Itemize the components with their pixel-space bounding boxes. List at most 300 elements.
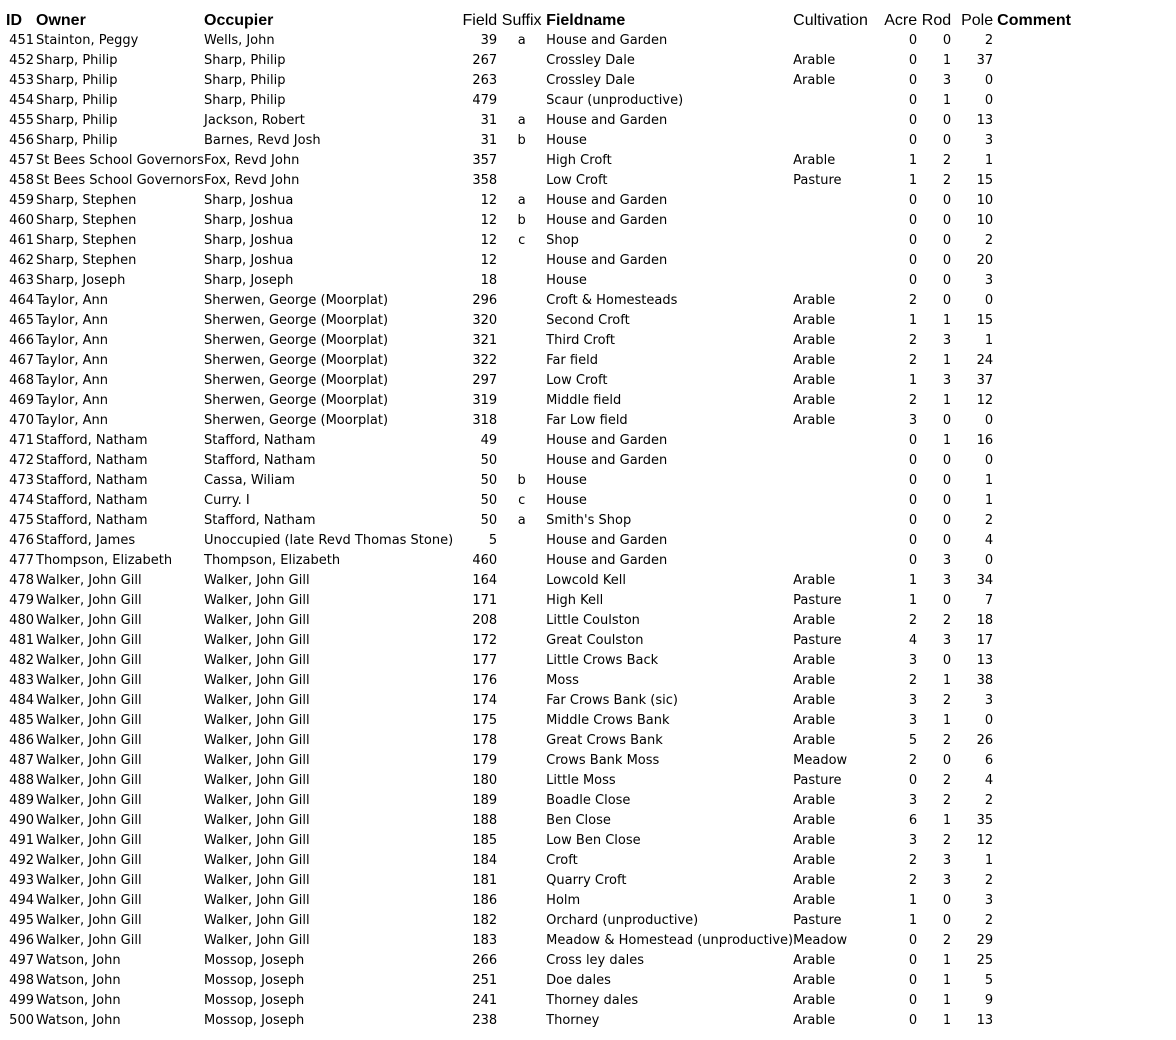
cell-owner[interactable]: Walker, John Gill (36, 592, 142, 608)
cell-owner[interactable]: Walker, John Gill (36, 792, 142, 808)
cell-pole[interactable]: 29 (976, 932, 994, 948)
cell-id[interactable]: 489 (9, 792, 34, 808)
cell-suffix[interactable] (497, 330, 546, 350)
cell-pole[interactable]: 0 (984, 72, 994, 88)
cell-pole[interactable]: 5 (984, 972, 994, 988)
cell-cultivation[interactable]: Arable (793, 712, 836, 728)
cell-pole[interactable]: 1 (984, 152, 994, 168)
cell-occupier[interactable]: Walker, John Gill (204, 792, 310, 808)
cell-pole[interactable]: 34 (976, 572, 994, 588)
cell-pole[interactable]: 12 (976, 832, 994, 848)
cell-acre[interactable]: 2 (908, 752, 918, 768)
cell-fieldname[interactable]: House and Garden (546, 252, 668, 268)
cell-occupier[interactable]: Sherwen, George (Moorplat) (204, 412, 389, 428)
cell-cultivation[interactable]: Arable (793, 72, 836, 88)
cell-suffix[interactable] (497, 990, 546, 1010)
cell-acre[interactable]: 0 (908, 112, 918, 128)
cell-cultivation[interactable]: Arable (793, 732, 836, 748)
cell-suffix[interactable] (497, 390, 546, 410)
cell-comment[interactable] (993, 870, 1083, 890)
cell-rod[interactable]: 0 (942, 112, 952, 128)
cell-owner[interactable]: Taylor, Ann (36, 392, 108, 408)
cell-suffix[interactable] (497, 310, 546, 330)
cell-field[interactable]: 18 (480, 272, 498, 288)
cell-occupier[interactable]: Walker, John Gill (204, 732, 310, 748)
cell-comment[interactable] (993, 670, 1083, 690)
cell-pole[interactable]: 7 (984, 592, 994, 608)
cell-id[interactable]: 470 (9, 412, 34, 428)
cell-acre[interactable]: 0 (908, 432, 918, 448)
cell-comment[interactable] (993, 730, 1083, 750)
cell-suffix[interactable]: b (517, 212, 526, 228)
cell-comment[interactable] (993, 110, 1083, 130)
cell-id[interactable]: 455 (9, 112, 34, 128)
cell-field[interactable]: 322 (472, 352, 498, 368)
cell-occupier[interactable]: Mossop, Joseph (204, 992, 305, 1008)
cell-rod[interactable]: 1 (942, 672, 952, 688)
cell-rod[interactable]: 0 (942, 592, 952, 608)
cell-field[interactable]: 50 (480, 492, 498, 508)
cell-cultivation[interactable]: Arable (793, 992, 836, 1008)
header-comment[interactable]: Comment (997, 12, 1071, 29)
cell-fieldname[interactable]: Crossley Dale (546, 52, 635, 68)
cell-field[interactable]: 182 (472, 912, 498, 928)
cell-comment[interactable] (993, 410, 1083, 430)
cell-owner[interactable]: Walker, John Gill (36, 632, 142, 648)
cell-occupier[interactable]: Sherwen, George (Moorplat) (204, 372, 389, 388)
cell-pole[interactable]: 4 (984, 532, 994, 548)
cell-cultivation[interactable] (793, 490, 875, 510)
cell-fieldname[interactable]: House and Garden (546, 112, 668, 128)
cell-occupier[interactable]: Sharp, Joshua (204, 212, 294, 228)
cell-suffix[interactable] (497, 570, 546, 590)
cell-acre[interactable]: 0 (908, 972, 918, 988)
cell-comment[interactable] (993, 710, 1083, 730)
cell-rod[interactable]: 1 (942, 972, 952, 988)
cell-owner[interactable]: Walker, John Gill (36, 892, 142, 908)
cell-rod[interactable]: 2 (942, 772, 952, 788)
cell-comment[interactable] (993, 550, 1083, 570)
cell-fieldname[interactable]: House and Garden (546, 32, 668, 48)
cell-owner[interactable]: Sharp, Philip (36, 72, 118, 88)
cell-rod[interactable]: 2 (942, 932, 952, 948)
cell-field[interactable]: 238 (472, 1012, 498, 1028)
cell-cultivation[interactable]: Arable (793, 792, 836, 808)
cell-acre[interactable]: 2 (908, 392, 918, 408)
cell-id[interactable]: 495 (9, 912, 34, 928)
cell-owner[interactable]: Stafford, James (36, 532, 136, 548)
cell-rod[interactable]: 0 (942, 532, 952, 548)
cell-cultivation[interactable] (793, 90, 875, 110)
cell-cultivation[interactable]: Arable (793, 672, 836, 688)
cell-field[interactable]: 296 (472, 292, 498, 308)
cell-fieldname[interactable]: Croft (546, 852, 578, 868)
cell-fieldname[interactable]: Middle field (546, 392, 622, 408)
cell-pole[interactable]: 38 (976, 672, 994, 688)
cell-comment[interactable] (993, 30, 1083, 50)
cell-rod[interactable]: 0 (942, 412, 952, 428)
cell-fieldname[interactable]: Thorney dales (546, 992, 639, 1008)
cell-rod[interactable]: 2 (942, 832, 952, 848)
cell-owner[interactable]: Walker, John Gill (36, 672, 142, 688)
cell-id[interactable]: 497 (9, 952, 34, 968)
cell-pole[interactable]: 35 (976, 812, 994, 828)
cell-fieldname[interactable]: Shop (546, 232, 579, 248)
cell-owner[interactable]: Taylor, Ann (36, 352, 108, 368)
cell-pole[interactable]: 13 (976, 1012, 994, 1028)
cell-pole[interactable]: 2 (984, 232, 994, 248)
cell-acre[interactable]: 1 (908, 372, 918, 388)
cell-field[interactable]: 171 (472, 592, 498, 608)
cell-pole[interactable]: 16 (976, 432, 994, 448)
cell-rod[interactable]: 0 (942, 452, 952, 468)
cell-rod[interactable]: 3 (942, 852, 952, 868)
cell-acre[interactable]: 2 (908, 852, 918, 868)
cell-fieldname[interactable]: Great Coulston (546, 632, 644, 648)
cell-comment[interactable] (993, 530, 1083, 550)
cell-cultivation[interactable] (793, 450, 875, 470)
cell-fieldname[interactable]: Little Crows Back (546, 652, 659, 668)
cell-acre[interactable]: 2 (908, 672, 918, 688)
cell-field[interactable]: 12 (480, 192, 498, 208)
cell-acre[interactable]: 2 (908, 612, 918, 628)
cell-field[interactable]: 12 (480, 212, 498, 228)
cell-fieldname[interactable]: Doe dales (546, 972, 611, 988)
cell-suffix[interactable] (497, 770, 546, 790)
cell-fieldname[interactable]: House and Garden (546, 452, 668, 468)
cell-field[interactable]: 31 (480, 132, 498, 148)
cell-pole[interactable]: 6 (984, 752, 994, 768)
cell-cultivation[interactable]: Arable (793, 412, 836, 428)
cell-comment[interactable] (993, 510, 1083, 530)
cell-pole[interactable]: 13 (976, 652, 994, 668)
cell-id[interactable]: 452 (9, 52, 34, 68)
cell-suffix[interactable]: a (517, 32, 526, 48)
cell-fieldname[interactable]: Boadle Close (546, 792, 631, 808)
cell-occupier[interactable]: Walker, John Gill (204, 652, 310, 668)
cell-acre[interactable]: 3 (908, 712, 918, 728)
cell-rod[interactable]: 0 (942, 892, 952, 908)
cell-suffix[interactable] (497, 530, 546, 550)
cell-pole[interactable]: 0 (984, 452, 994, 468)
cell-occupier[interactable]: Walker, John Gill (204, 692, 310, 708)
header-rod[interactable]: Rod (921, 12, 952, 29)
cell-rod[interactable]: 0 (942, 212, 952, 228)
cell-field[interactable]: 241 (472, 992, 498, 1008)
cell-rod[interactable]: 0 (942, 912, 952, 928)
cell-field[interactable]: 181 (472, 872, 498, 888)
cell-rod[interactable]: 2 (942, 792, 952, 808)
cell-owner[interactable]: Walker, John Gill (36, 572, 142, 588)
cell-owner[interactable]: Walker, John Gill (36, 852, 142, 868)
cell-field[interactable]: 188 (472, 812, 498, 828)
cell-acre[interactable]: 0 (908, 932, 918, 948)
cell-id[interactable]: 473 (9, 472, 34, 488)
cell-suffix[interactable] (497, 350, 546, 370)
cell-rod[interactable]: 2 (942, 732, 952, 748)
cell-cultivation[interactable] (793, 510, 875, 530)
cell-comment[interactable] (993, 210, 1083, 230)
cell-pole[interactable]: 2 (984, 912, 994, 928)
cell-occupier[interactable]: Sharp, Joshua (204, 192, 294, 208)
cell-occupier[interactable]: Walker, John Gill (204, 672, 310, 688)
cell-id[interactable]: 487 (9, 752, 34, 768)
cell-fieldname[interactable]: House and Garden (546, 192, 668, 208)
cell-field[interactable]: 39 (480, 32, 498, 48)
cell-comment[interactable] (993, 150, 1083, 170)
cell-fieldname[interactable]: Holm (546, 892, 581, 908)
cell-rod[interactable]: 0 (942, 252, 952, 268)
cell-comment[interactable] (993, 390, 1083, 410)
cell-owner[interactable]: Stafford, Natham (36, 492, 148, 508)
cell-cultivation[interactable]: Arable (793, 292, 836, 308)
cell-rod[interactable]: 1 (942, 92, 952, 108)
cell-id[interactable]: 460 (9, 212, 34, 228)
cell-comment[interactable] (993, 130, 1083, 150)
cell-pole[interactable]: 1 (984, 332, 994, 348)
cell-field[interactable]: 172 (472, 632, 498, 648)
cell-fieldname[interactable]: Scaur (unproductive) (546, 92, 684, 108)
cell-rod[interactable]: 0 (942, 272, 952, 288)
cell-suffix[interactable] (497, 830, 546, 850)
cell-suffix[interactable] (497, 850, 546, 870)
cell-rod[interactable]: 0 (942, 132, 952, 148)
cell-id[interactable]: 479 (9, 592, 34, 608)
cell-pole[interactable]: 0 (984, 292, 994, 308)
cell-fieldname[interactable]: Moss (546, 672, 579, 688)
cell-acre[interactable]: 1 (908, 312, 918, 328)
cell-occupier[interactable]: Stafford, Natham (204, 512, 316, 528)
header-occupier[interactable]: Occupier (204, 12, 274, 29)
cell-field[interactable]: 184 (472, 852, 498, 868)
cell-owner[interactable]: Sharp, Philip (36, 52, 118, 68)
cell-cultivation[interactable]: Arable (793, 392, 836, 408)
cell-owner[interactable]: Sharp, Stephen (36, 252, 137, 268)
cell-occupier[interactable]: Sherwen, George (Moorplat) (204, 392, 389, 408)
cell-id[interactable]: 451 (9, 32, 34, 48)
cell-fieldname[interactable]: House (546, 132, 587, 148)
cell-owner[interactable]: Walker, John Gill (36, 812, 142, 828)
cell-pole[interactable]: 1 (984, 472, 994, 488)
cell-comment[interactable] (993, 790, 1083, 810)
cell-comment[interactable] (993, 650, 1083, 670)
cell-rod[interactable]: 2 (942, 692, 952, 708)
cell-cultivation[interactable]: Arable (793, 312, 836, 328)
cell-fieldname[interactable]: House (546, 492, 587, 508)
cell-id[interactable]: 482 (9, 652, 34, 668)
cell-field[interactable]: 31 (480, 112, 498, 128)
cell-suffix[interactable] (497, 810, 546, 830)
cell-rod[interactable]: 1 (942, 992, 952, 1008)
cell-suffix[interactable] (497, 970, 546, 990)
cell-fieldname[interactable]: House and Garden (546, 552, 668, 568)
cell-occupier[interactable]: Mossop, Joseph (204, 1012, 305, 1028)
cell-rod[interactable]: 0 (942, 192, 952, 208)
cell-pole[interactable]: 2 (984, 512, 994, 528)
cell-cultivation[interactable]: Arable (793, 332, 836, 348)
cell-id[interactable]: 463 (9, 272, 34, 288)
cell-cultivation[interactable]: Pasture (793, 592, 842, 608)
cell-occupier[interactable]: Unoccupied (late Revd Thomas Stone) (204, 532, 454, 548)
cell-acre[interactable]: 3 (908, 412, 918, 428)
cell-comment[interactable] (993, 330, 1083, 350)
cell-comment[interactable] (993, 850, 1083, 870)
cell-acre[interactable]: 1 (908, 172, 918, 188)
cell-owner[interactable]: Taylor, Ann (36, 292, 108, 308)
cell-fieldname[interactable]: House (546, 472, 587, 488)
cell-occupier[interactable]: Stafford, Natham (204, 432, 316, 448)
cell-occupier[interactable]: Sherwen, George (Moorplat) (204, 352, 389, 368)
cell-cultivation[interactable]: Pasture (793, 172, 842, 188)
cell-owner[interactable]: Sharp, Stephen (36, 232, 137, 248)
cell-occupier[interactable]: Cassa, Wiliam (204, 472, 295, 488)
cell-acre[interactable]: 0 (908, 492, 918, 508)
cell-acre[interactable]: 0 (908, 452, 918, 468)
cell-acre[interactable]: 0 (908, 192, 918, 208)
cell-field[interactable]: 180 (472, 772, 498, 788)
cell-suffix[interactable] (497, 870, 546, 890)
cell-suffix[interactable]: a (517, 512, 526, 528)
cell-occupier[interactable]: Walker, John Gill (204, 812, 310, 828)
cell-occupier[interactable]: Mossop, Joseph (204, 952, 305, 968)
cell-owner[interactable]: St Bees School Governors (36, 172, 204, 188)
cell-field[interactable]: 186 (472, 892, 498, 908)
cell-suffix[interactable]: b (517, 472, 526, 488)
cell-id[interactable]: 488 (9, 772, 34, 788)
cell-suffix[interactable] (497, 550, 546, 570)
cell-fieldname[interactable]: Lowcold Kell (546, 572, 626, 588)
cell-suffix[interactable] (497, 430, 546, 450)
cell-fieldname[interactable]: Low Ben Close (546, 832, 641, 848)
cell-occupier[interactable]: Walker, John Gill (204, 712, 310, 728)
cell-field[interactable]: 263 (472, 72, 498, 88)
cell-pole[interactable]: 37 (976, 372, 994, 388)
cell-id[interactable]: 467 (9, 352, 34, 368)
cell-cultivation[interactable]: Meadow (793, 932, 848, 948)
cell-id[interactable]: 496 (9, 932, 34, 948)
cell-acre[interactable]: 3 (908, 652, 918, 668)
cell-owner[interactable]: Walker, John Gill (36, 752, 142, 768)
cell-owner[interactable]: Watson, John (36, 972, 121, 988)
cell-pole[interactable]: 0 (984, 412, 994, 428)
cell-id[interactable]: 475 (9, 512, 34, 528)
cell-owner[interactable]: Sharp, Stephen (36, 192, 137, 208)
cell-suffix[interactable]: a (517, 112, 526, 128)
cell-suffix[interactable] (497, 270, 546, 290)
cell-field[interactable]: 12 (480, 252, 498, 268)
cell-cultivation[interactable]: Arable (793, 832, 836, 848)
cell-pole[interactable]: 10 (976, 192, 994, 208)
cell-owner[interactable]: Walker, John Gill (36, 692, 142, 708)
cell-rod[interactable]: 2 (942, 612, 952, 628)
cell-acre[interactable]: 2 (908, 352, 918, 368)
cell-owner[interactable]: Stafford, Natham (36, 512, 148, 528)
cell-occupier[interactable]: Stafford, Natham (204, 452, 316, 468)
cell-pole[interactable]: 9 (984, 992, 994, 1008)
cell-field[interactable]: 174 (472, 692, 498, 708)
cell-rod[interactable]: 1 (942, 812, 952, 828)
cell-suffix[interactable] (497, 50, 546, 70)
header-field[interactable]: Field (462, 12, 498, 29)
cell-occupier[interactable]: Fox, Revd John (204, 172, 300, 188)
cell-suffix[interactable] (497, 910, 546, 930)
cell-occupier[interactable]: Wells, John (204, 32, 275, 48)
cell-suffix[interactable] (497, 630, 546, 650)
cell-suffix[interactable] (497, 290, 546, 310)
cell-comment[interactable] (993, 910, 1083, 930)
cell-id[interactable]: 494 (9, 892, 34, 908)
cell-id[interactable]: 469 (9, 392, 34, 408)
cell-rod[interactable]: 3 (942, 552, 952, 568)
cell-occupier[interactable]: Walker, John Gill (204, 852, 310, 868)
cell-occupier[interactable]: Sharp, Philip (204, 72, 286, 88)
cell-id[interactable]: 462 (9, 252, 34, 268)
cell-id[interactable]: 491 (9, 832, 34, 848)
cell-occupier[interactable]: Jackson, Robert (204, 112, 305, 128)
cell-fieldname[interactable]: Little Coulston (546, 612, 640, 628)
cell-comment[interactable] (993, 350, 1083, 370)
cell-owner[interactable]: Stainton, Peggy (36, 32, 139, 48)
cell-comment[interactable] (993, 450, 1083, 470)
cell-fieldname[interactable]: Low Croft (546, 172, 608, 188)
cell-owner[interactable]: Walker, John Gill (36, 652, 142, 668)
cell-id[interactable]: 490 (9, 812, 34, 828)
cell-fieldname[interactable]: Ben Close (546, 812, 611, 828)
cell-id[interactable]: 471 (9, 432, 34, 448)
cell-acre[interactable]: 0 (908, 552, 918, 568)
cell-occupier[interactable]: Sherwen, George (Moorplat) (204, 312, 389, 328)
cell-comment[interactable] (993, 70, 1083, 90)
cell-pole[interactable]: 37 (976, 52, 994, 68)
cell-id[interactable]: 486 (9, 732, 34, 748)
cell-owner[interactable]: Taylor, Ann (36, 372, 108, 388)
cell-comment[interactable] (993, 770, 1083, 790)
cell-suffix[interactable]: c (518, 232, 526, 248)
cell-acre[interactable]: 3 (908, 792, 918, 808)
cell-comment[interactable] (993, 590, 1083, 610)
cell-suffix[interactable] (497, 70, 546, 90)
cell-id[interactable]: 468 (9, 372, 34, 388)
cell-pole[interactable]: 3 (984, 132, 994, 148)
cell-pole[interactable]: 3 (984, 692, 994, 708)
cell-acre[interactable]: 1 (908, 592, 918, 608)
cell-field[interactable]: 297 (472, 372, 498, 388)
cell-occupier[interactable]: Walker, John Gill (204, 892, 310, 908)
cell-occupier[interactable]: Walker, John Gill (204, 752, 310, 768)
cell-field[interactable]: 176 (472, 672, 498, 688)
cell-fieldname[interactable]: House (546, 272, 587, 288)
cell-owner[interactable]: Sharp, Philip (36, 92, 118, 108)
cell-id[interactable]: 464 (9, 292, 34, 308)
cell-suffix[interactable] (497, 590, 546, 610)
cell-field[interactable]: 49 (480, 432, 498, 448)
cell-comment[interactable] (993, 90, 1083, 110)
cell-owner[interactable]: Taylor, Ann (36, 332, 108, 348)
cell-cultivation[interactable]: Arable (793, 372, 836, 388)
cell-acre[interactable]: 0 (908, 232, 918, 248)
cell-fieldname[interactable]: Thorney (546, 1012, 600, 1028)
cell-id[interactable]: 454 (9, 92, 34, 108)
cell-acre[interactable]: 0 (908, 252, 918, 268)
cell-id[interactable]: 485 (9, 712, 34, 728)
cell-pole[interactable]: 4 (984, 772, 994, 788)
cell-suffix[interactable] (497, 790, 546, 810)
cell-id[interactable]: 459 (9, 192, 34, 208)
cell-occupier[interactable]: Sharp, Joshua (204, 252, 294, 268)
cell-comment[interactable] (993, 190, 1083, 210)
cell-occupier[interactable]: Walker, John Gill (204, 872, 310, 888)
cell-rod[interactable]: 1 (942, 432, 952, 448)
